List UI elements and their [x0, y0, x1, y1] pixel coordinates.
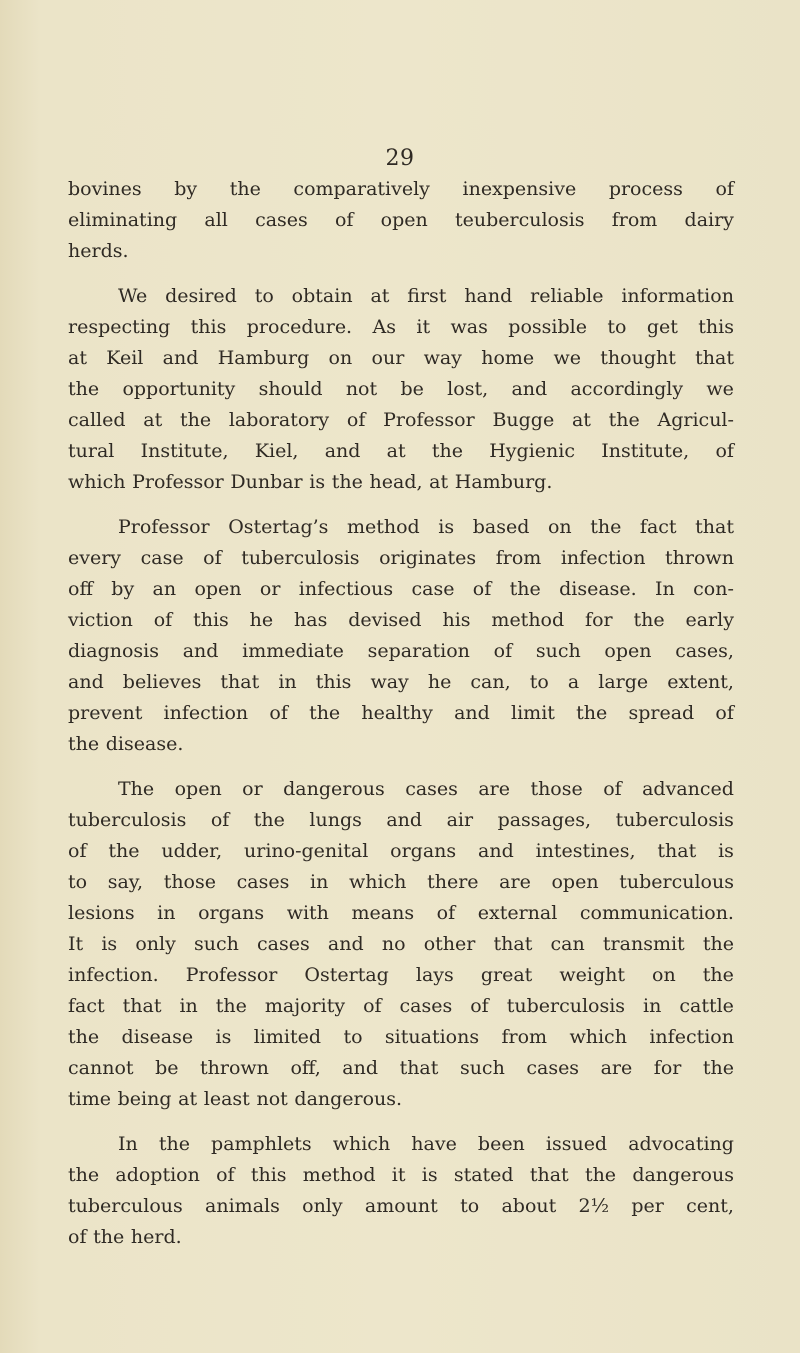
- text-line: and believes that in this way he can, to a large extent,: [68, 671, 734, 693]
- paragraph: [68, 512, 734, 760]
- text-line: fact that in the majority of cases of tuberculosis in cattle: [68, 995, 734, 1017]
- text-line: tural Institute, Kiel, and at the Hygienic Institute, of: [68, 440, 734, 462]
- text-line: lesions in organs with means of external communication.: [68, 902, 734, 924]
- text-line: every case of tuberculosis originates from infection thrown: [68, 547, 734, 569]
- text-line: the adoption of this method it is stated that the dangerous: [68, 1164, 734, 1186]
- text-line: cannot be thrown off, and that such cases are for the: [68, 1057, 734, 1079]
- text-line: of the herd.: [68, 1226, 182, 1248]
- text-line: herds.: [68, 240, 129, 262]
- text-line: respecting this procedure. As it was possible to get this: [68, 316, 734, 338]
- text-line: diagnosis and immediate separation of such open cases,: [68, 640, 734, 662]
- text-line: bovines by the comparatively inexpensive process of: [68, 178, 734, 200]
- text-line: Professor Ostertag’s method is based on the fact that: [118, 516, 734, 538]
- text-line: of the udder, urino-genital organs and intestines, that is: [68, 840, 734, 862]
- paragraph: [68, 1129, 734, 1253]
- paragraph: [68, 174, 734, 267]
- text-line: infection. Professor Ostertag lays great weight on the: [68, 964, 734, 986]
- text-line: In the pamphlets which have been issued advocating: [118, 1133, 734, 1155]
- text-line: The open or dangerous cases are those of advanced: [118, 778, 734, 800]
- text-line: time being at least not dangerous.: [68, 1088, 403, 1110]
- text-line: We desired to obtain at first hand reliable information: [118, 285, 734, 307]
- text-line: to say, those cases in which there are open tuberculous: [68, 871, 734, 893]
- text-line: prevent infection of the healthy and limit the spread of: [68, 702, 734, 724]
- text-line: which Professor Dunbar is the head, at Hamburg.: [68, 471, 553, 493]
- text-line: the opportunity should not be lost, and accordingly we: [68, 378, 734, 400]
- body-text: [68, 174, 734, 1267]
- page-number: 29: [385, 146, 415, 171]
- text-line: off by an open or infectious case of the disease. In con-: [68, 578, 734, 600]
- text-line: tuberculous animals only amount to about 2½ per cent,: [68, 1195, 734, 1217]
- text-line: the disease is limited to situations from which infection: [68, 1026, 734, 1048]
- text-line: eliminating all cases of open teuberculosis from dairy: [68, 209, 734, 231]
- text-line: viction of this he has devised his method for the early: [68, 609, 734, 631]
- text-line: at Keil and Hamburg on our way home we thought that: [68, 347, 734, 369]
- paragraph: [68, 774, 734, 1115]
- text-line: It is only such cases and no other that can transmit the: [68, 933, 734, 955]
- text-line: the disease.: [68, 733, 184, 755]
- text-line: called at the laboratory of Professor Bugge at the Agricul-: [68, 409, 734, 431]
- text-line: tuberculosis of the lungs and air passages, tuberculosis: [68, 809, 734, 831]
- paragraph: [68, 281, 734, 498]
